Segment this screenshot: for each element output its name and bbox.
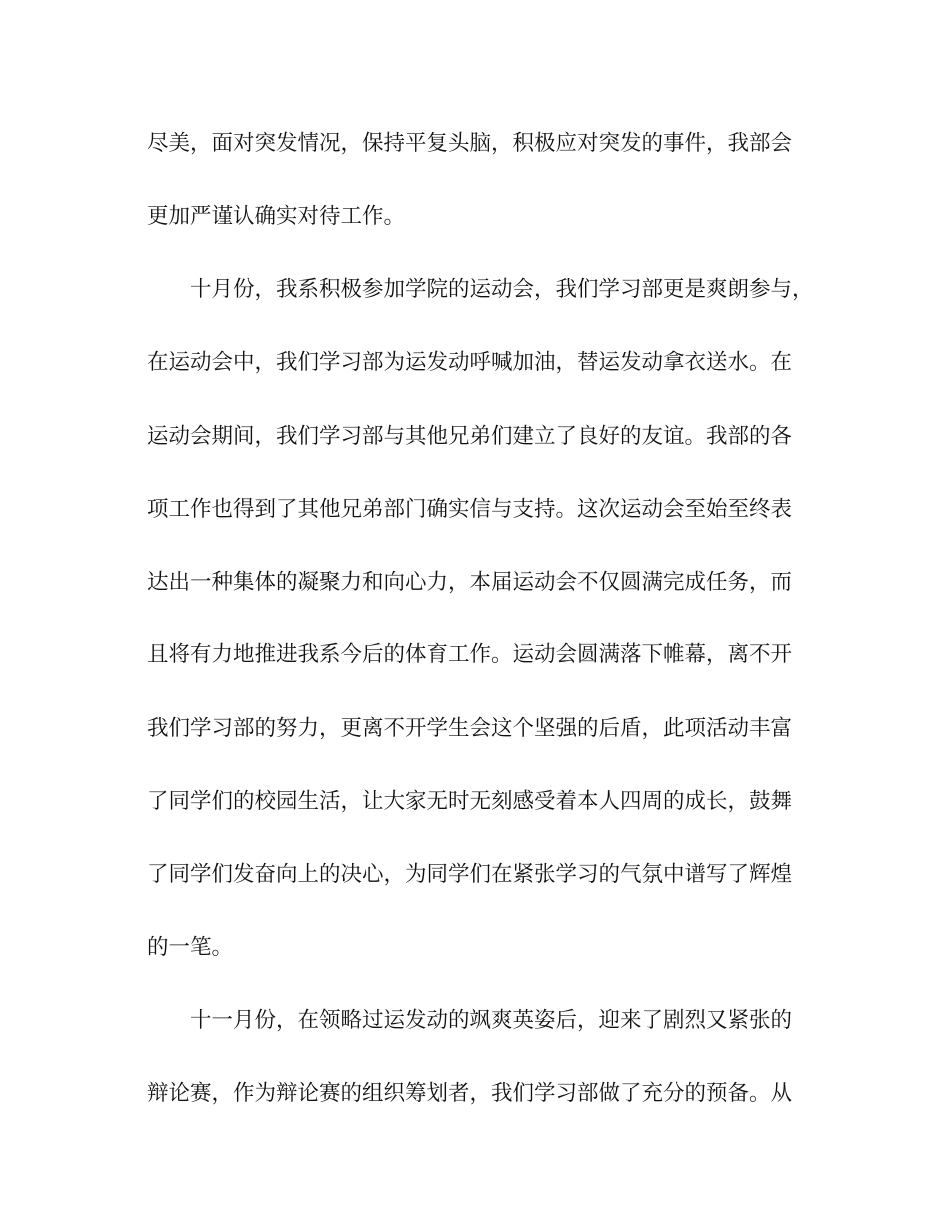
paragraph-line: 的一笔。: [147, 935, 234, 960]
paragraph-line: 尽美，面对突发情况，保持平复头脑，积极应对突发的事件，我部会: [147, 131, 793, 156]
paragraph-line: 了同学们发奋向上的决心，为同学们在紧张学习的气氛中谱写了辉煌: [147, 862, 793, 887]
paragraph-first-line: 十月份，我系积极参加学院的运动会，我们学习部更是爽朗参与，: [190, 277, 814, 302]
paragraph-line: 更加严谨认确实对待工作。: [147, 204, 406, 229]
paragraph-line: 辩论赛，作为辩论赛的组织筹划者，我们学习部做了充分的预备。从: [147, 1081, 793, 1106]
paragraph-line: 且将有力地推进我系今后的体育工作。运动会圆满落下帷幕，离不开: [147, 642, 793, 667]
paragraph-line: 达出一种集体的凝聚力和向心力，本届运动会不仅圆满完成任务，而: [147, 570, 793, 595]
paragraph-line: 了同学们的校园生活，让大家无时无刻感受着本人四周的成长，鼓舞: [147, 789, 793, 814]
paragraph-line: 运动会期间，我们学习部与其他兄弟们建立了良好的友谊。我部的各: [147, 424, 793, 449]
paragraph-line: 项工作也得到了其他兄弟部门确实信与支持。这次运动会至始至终表: [147, 497, 793, 522]
paragraph-line: 在运动会中，我们学习部为运发动呼喊加油，替运发动拿衣送水。在: [147, 350, 793, 375]
paragraph-line: 我们学习部的努力，更离不开学生会这个坚强的后盾，此项活动丰富: [147, 716, 793, 741]
paragraph-first-line: 十一月份，在领略过运发动的飒爽英姿后，迎来了剧烈又紧张的: [190, 1008, 793, 1033]
